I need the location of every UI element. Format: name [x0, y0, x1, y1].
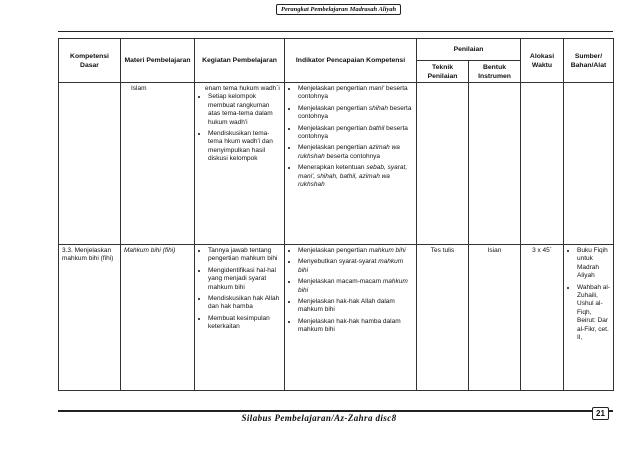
header-rule — [58, 31, 613, 32]
list-item: • Menerapkan ketentuan sebab, syarat, mani', shihah, bathil, azimah wa rukhshah — [298, 164, 413, 189]
list-item: • Menjelaskan pengertian azimah wa rukhshah beserta contohnya — [298, 144, 413, 161]
cell-kegiatan — [195, 245, 285, 391]
list-item: • Membuat kesimpulan keterkaitan — [208, 315, 281, 332]
cell-kegiatan — [195, 83, 285, 245]
cell-teknik: Tes tulis — [417, 245, 469, 391]
col-indikator: Indikator Pencapaian Kompetensi — [285, 39, 417, 83]
list-item: • Menjelaskan macam-macam mahkum bihi — [298, 278, 413, 295]
document-header: Perangkat Pembelajaran Madrasah Aliyah — [276, 4, 401, 15]
col-materi: Materi Pembelajaran — [121, 39, 195, 83]
list-item: • Menjelaskan pengertian shihah beserta contohnya — [298, 105, 413, 122]
list-item: • Menjelaskan pengertian mani' beserta contohnya — [298, 85, 413, 102]
cell-bentuk: Isian — [469, 245, 521, 391]
list-item: • Menyebutkan syarat-syarat mahkum bihi — [298, 258, 413, 275]
list-item: • Wahbah al-Zuhaili, Ushul al-Fiqh, Beirut: Dar al-Fikr, cet. II, — [577, 284, 610, 343]
table-row — [59, 245, 614, 391]
col-alokasi: Alokasi Waktu — [521, 39, 564, 83]
list-item: • Buku Fiqih untuk Madrah Aliyah — [577, 247, 610, 281]
materi-text: Islam — [131, 85, 147, 92]
syllabus-table — [58, 38, 614, 391]
col-kegiatan: Kegiatan Pembelajaran — [195, 39, 285, 83]
list-item: • Menjelaskan pengertian mahkum bihi — [298, 247, 413, 255]
cell-alokasi: 3 x 45` — [521, 245, 564, 391]
cell-materi: Mahkum bihi (fihi) — [121, 245, 195, 391]
cell-indikator — [285, 83, 417, 245]
cell-kompetensi — [59, 83, 121, 245]
list-item: • Menjelaskan hak-hak hamba dalam mahkum bihi — [298, 318, 413, 335]
table-row — [59, 83, 614, 245]
list-item: • Mendiskusikan hak Allah dan hak hamba — [208, 295, 281, 312]
col-penilaian: Penilaian — [417, 39, 521, 61]
list-item: • Menjelaskan hak-hak Allah dalam mahkum bihi — [298, 298, 413, 315]
cell-materi — [121, 83, 195, 245]
list-item: • Menjelaskan pengertian bathil beserta contohnya — [298, 125, 413, 142]
cell-teknik — [417, 83, 469, 245]
cell-sumber — [564, 83, 614, 245]
list-item: • Setiap kelompok membuat rangkuman atas tema-tema dalam hukum wadh'i — [208, 93, 281, 127]
footer-rule — [58, 410, 613, 412]
cell-bentuk — [469, 83, 521, 245]
col-bentuk: Bentuk Instrumen — [469, 61, 521, 83]
col-kompetensi-dasar: Kompetensi Dasar — [59, 39, 121, 83]
list-item: • Mengidentifikasi hal-hal yang menjadi syarat mahkum bihi — [208, 267, 281, 292]
cell-indikator — [285, 245, 417, 391]
col-sumber: Sumber/ Bahan/Alat — [564, 39, 614, 83]
cell-kompetensi: 3.3. Menjelaskan mahkum bihi (fihi) — [59, 245, 121, 391]
list-item: • Mendiskusikan tema-tema hkum wadh'i dan menyimpulkan hasil diskusi kelompok — [208, 130, 281, 164]
page-number: 21 — [592, 407, 609, 420]
kegiatan-continued: enam tema hukum wadh`i — [205, 85, 280, 92]
document-footer: Silabus Pembelajaran/Az-Zahra disc8 — [241, 413, 397, 423]
cell-sumber — [564, 245, 614, 391]
col-teknik: Teknik Penilaian — [417, 61, 469, 83]
list-item: • Tannya jawab tentang pengertian mahkum bihi — [208, 247, 281, 264]
cell-alokasi — [521, 83, 564, 245]
